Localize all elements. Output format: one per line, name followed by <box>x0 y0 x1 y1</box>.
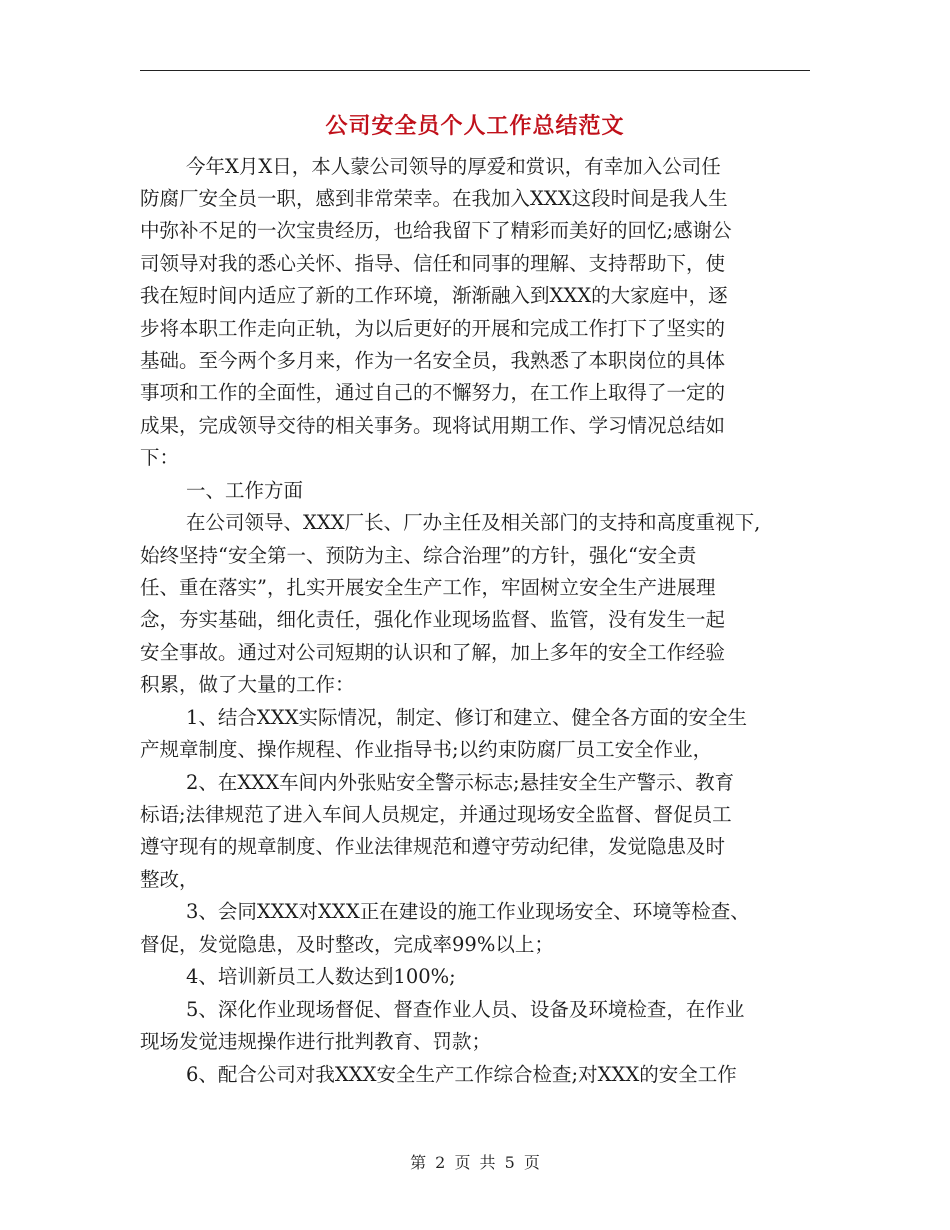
body-line: 司领导对我的悉心关怀、指导、信任和同事的理解、支持帮助下，使 <box>140 252 726 275</box>
list-item-6: 6、配合公司对我XXX安全生产工作综合检查;对XXX的安全工作 <box>186 1063 737 1086</box>
body-line: 始终坚持“安全第一、预防为主、综合治理”的方针，强化“安全责 <box>140 544 697 567</box>
body-line: 下： <box>140 446 180 469</box>
body-line: 念，夯实基础，细化责任，强化作业现场监督、监管，没有发生一起 <box>140 608 726 631</box>
body-line: 在公司领导、XXX厂长、厂办主任及相关部门的支持和高度重视下, <box>186 511 761 534</box>
body-line: 产规章制度、操作规程、作业指导书;以约束防腐厂员工安全作业， <box>140 738 713 761</box>
body-line: 步将本职工作走向正轨，为以后更好的开展和完成工作打下了坚实的 <box>140 317 726 340</box>
header-rule <box>140 70 810 71</box>
body-line: 督促，发觉隐患，及时整改，完成率99%以上； <box>140 933 554 956</box>
body-line: 我在短时间内适应了新的工作环境，渐渐融入到XXX的大家庭中，逐 <box>140 284 728 307</box>
body-line: 任、重在落实”，扎实开展安全生产工作，牢固树立安全生产进展理 <box>140 576 716 599</box>
document-title: 公司安全员个人工作总结范文 <box>325 114 625 139</box>
body-line: 积累，做了大量的工作： <box>140 673 355 696</box>
body-line: 防腐厂安全员一职，感到非常荣幸。在我加入XXX这段时间是我人生 <box>140 187 728 210</box>
body-line: 基础。至今两个多月来，作为一名安全员，我熟悉了本职岗位的具体 <box>140 349 726 372</box>
body-line: 中弥补不足的一次宝贵经历，也给我留下了精彩而美好的回忆;感谢公 <box>140 219 732 242</box>
body-line: 事项和工作的全面性，通过自己的不懈努力，在工作上取得了一定的 <box>140 381 726 404</box>
body-line: 成果，完成领导交待的相关事务。现将试用期工作、学习情况总结如 <box>140 414 726 437</box>
section-heading: 一、工作方面 <box>186 479 304 502</box>
page-footer: 第 2 页 共 5 页 <box>410 1153 540 1172</box>
body-line: 安全事故。通过对公司短期的认识和了解，加上多年的安全工作经验 <box>140 641 726 664</box>
body-line: 标语;法律规范了进入车间人员规定，并通过现场安全监督、督促员工 <box>140 803 732 826</box>
body-line: 现场发觉违规操作进行批判教育、罚款； <box>140 1030 492 1053</box>
list-item-5: 5、深化作业现场督促、督查作业人员、设备及环境检查，在作业 <box>186 998 745 1021</box>
body-line: 今年X月X日，本人蒙公司领导的厚爱和赏识，有幸加入公司任 <box>186 155 721 178</box>
list-item-2: 2、在XXX车间内外张贴安全警示标志;悬挂安全生产警示、教育 <box>186 771 735 794</box>
body-line: 遵守现有的规章制度、作业法律规范和遵守劳动纪律，发觉隐患及时 <box>140 835 726 858</box>
list-item-4: 4、培训新员工人数达到100%; <box>186 965 456 988</box>
list-item-3: 3、会同XXX对XXX正在建设的施工作业现场安全、环境等检查、 <box>186 900 750 923</box>
body-line: 整改， <box>140 868 199 891</box>
list-item-1: 1、结合XXX实际情况，制定、修订和建立、健全各方面的安全生 <box>186 706 748 729</box>
